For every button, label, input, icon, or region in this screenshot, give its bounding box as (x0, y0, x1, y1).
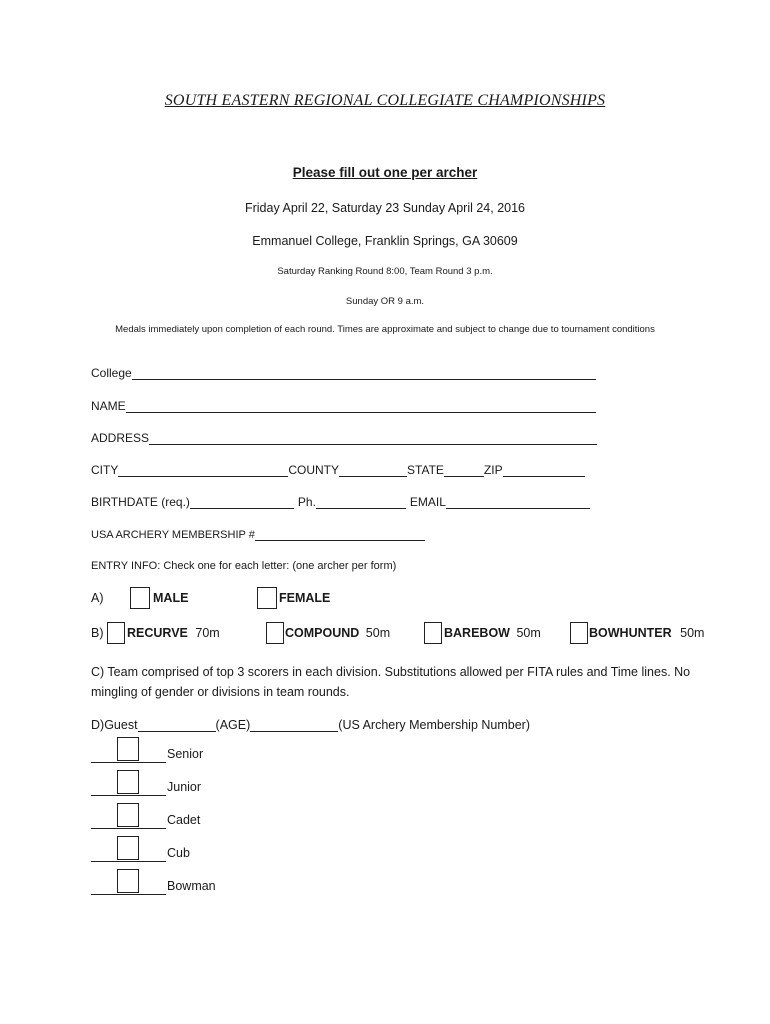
cub-checkbox[interactable] (117, 836, 139, 860)
recurve-option (127, 626, 220, 640)
email-line[interactable] (446, 496, 590, 509)
female-label: FEMALE (279, 591, 331, 605)
compound-distance: 50m (365, 626, 391, 640)
birthdate-row (91, 495, 590, 509)
guest-row (91, 718, 530, 732)
address-line[interactable] (149, 432, 597, 445)
age-line[interactable] (250, 719, 338, 732)
state-label: STATE (407, 463, 444, 477)
phone-label: Ph. (297, 495, 316, 509)
city-row (91, 463, 585, 477)
junior-checkbox[interactable] (117, 770, 139, 794)
college-label: College (91, 366, 132, 380)
membership-field[interactable] (91, 528, 425, 541)
cub-label: Cub (167, 846, 190, 860)
guest-label: D)Guest (91, 718, 138, 732)
barebow-checkbox[interactable] (424, 622, 442, 644)
city-label: CITY (91, 463, 119, 477)
section-b-letter: B) (91, 626, 104, 640)
recurve-checkbox[interactable] (107, 622, 125, 644)
address-field[interactable] (91, 431, 597, 445)
form-subtitle: Please fill out one per archer (292, 165, 478, 180)
male-checkbox[interactable] (130, 587, 150, 609)
form-title: SOUTH EASTERN REGIONAL COLLEGIATE CHAMPIONSHIPS (164, 92, 606, 109)
schedule-saturday: Saturday Ranking Round 8:00, Team Round 3 p.m. (277, 266, 493, 277)
city-line[interactable] (118, 464, 288, 477)
bowhunter-distance: 50m (680, 626, 705, 640)
email-label: EMAIL (409, 495, 446, 509)
schedule-sunday: Sunday OR 9 a.m. (345, 296, 425, 307)
female-checkbox[interactable] (257, 587, 277, 609)
birthdate-label: BIRTHDATE (req.) (91, 495, 190, 509)
compound-checkbox[interactable] (266, 622, 284, 644)
medals-note: Medals immediately upon completion of each round. Times are approximate and subject to change due to tournament conditions (115, 324, 655, 335)
barebow-distance: 50m (516, 626, 541, 640)
birthdate-line[interactable] (190, 496, 294, 509)
guest-membership-label: (US Archery Membership Number) (338, 718, 530, 732)
compound-label: COMPOUND (285, 626, 360, 640)
name-label: NAME (91, 399, 126, 413)
bowhunter-option (589, 626, 704, 640)
college-line[interactable] (132, 367, 596, 380)
address-label: ADDRESS (91, 431, 150, 445)
recurve-distance: 70m (195, 626, 220, 640)
zip-label: ZIP (483, 463, 503, 477)
recurve-label: RECURVE (127, 626, 188, 640)
section-c-text: C) Team comprised of top 3 scorers in each division. Substitutions allowed per FITA rules and Time lines. No mingling of gender or divisions in team rounds. (91, 665, 691, 699)
bowman-checkbox[interactable] (117, 869, 139, 893)
junior-label: Junior (167, 780, 202, 794)
phone-line[interactable] (316, 496, 406, 509)
barebow-label: BAREBOW (444, 626, 510, 640)
compound-option (285, 626, 390, 640)
male-label: MALE (153, 591, 189, 605)
college-field[interactable] (91, 366, 596, 380)
membership-label: USA ARCHERY MEMBERSHIP # (91, 529, 255, 541)
entry-info-label: ENTRY INFO: Check one for each letter: (one archer per form) (91, 560, 397, 572)
bowhunter-checkbox[interactable] (570, 622, 588, 644)
section-a-letter: A) (91, 591, 104, 605)
barebow-option (444, 626, 541, 640)
age-label: (AGE) (215, 718, 251, 732)
senior-label: Senior (167, 747, 204, 761)
bowman-label: Bowman (167, 879, 216, 893)
senior-checkbox[interactable] (117, 737, 139, 761)
guest-line[interactable] (138, 719, 216, 732)
name-field[interactable] (91, 399, 596, 413)
county-label: COUNTY (288, 463, 340, 477)
name-line[interactable] (126, 400, 596, 413)
event-dates: Friday April 22, Saturday 23 Sunday April 24, 2016 (244, 201, 526, 215)
county-line[interactable] (339, 464, 407, 477)
state-line[interactable] (444, 464, 484, 477)
cadet-label: Cadet (167, 813, 201, 827)
zip-line[interactable] (503, 464, 585, 477)
cadet-checkbox[interactable] (117, 803, 139, 827)
membership-line[interactable] (255, 528, 425, 541)
bowhunter-label: BOWHUNTER (589, 626, 672, 640)
event-location: Emmanuel College, Franklin Springs, GA 30609 (252, 234, 518, 248)
